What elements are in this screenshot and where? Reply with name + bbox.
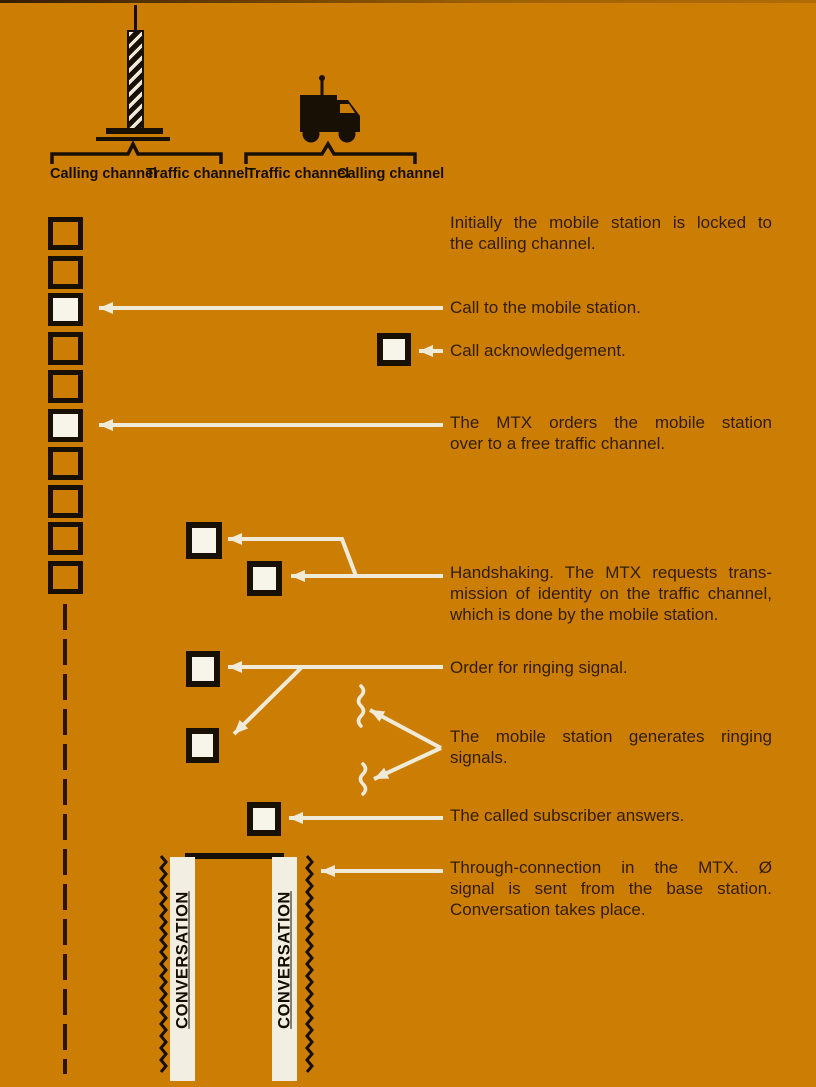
step-text-call-to-mobile: Call to the mobile station. bbox=[450, 298, 641, 317]
label-mobile-calling-channel: Calling channel bbox=[337, 166, 445, 182]
through-connection-bracket bbox=[188, 856, 281, 877]
step-text-initial-lock: Initially the mobile station is locked to the calling channel. bbox=[450, 213, 772, 253]
step-text-subscriber-answers: The called subscriber answers. bbox=[450, 806, 685, 825]
step-text-through-connection: Through-connection in the MTX. Ø signal is sent from the base station. Conversation takes place. bbox=[450, 858, 772, 919]
truck-wheel-rear bbox=[303, 126, 320, 143]
arrow-ringing-lower bbox=[374, 748, 441, 779]
truck-wheel-front bbox=[339, 126, 356, 143]
conversation-label-mobile-station: CONVERSATION bbox=[275, 891, 293, 1029]
ringing-signal-squiggle-top bbox=[359, 686, 364, 726]
truck-icon bbox=[300, 75, 360, 143]
step-text-handshaking: Handshaking. The MTX requests trans- mission of identity on the traffic channel, which is done by the mobile station. bbox=[450, 563, 772, 624]
arrow-handshake-request bbox=[228, 539, 443, 576]
truck-antenna-tip bbox=[319, 75, 325, 81]
conversation-zigzag-right bbox=[307, 856, 312, 1072]
mobile-station-channel-bracket bbox=[246, 144, 415, 164]
step-text-ring-order: Order for ringing signal. bbox=[450, 658, 628, 677]
conversation-zigzag-left bbox=[161, 856, 166, 1072]
conversation-label-base-station: CONVERSATION bbox=[173, 891, 191, 1029]
label-base-traffic-channel: Traffic channel bbox=[146, 166, 249, 182]
arrow-ringing-upper bbox=[370, 710, 441, 748]
ringing-signal-squiggle-bottom bbox=[361, 764, 366, 794]
step-text-call-ack: Call acknowledgement. bbox=[450, 341, 626, 360]
label-mobile-traffic-channel: Traffic channel bbox=[247, 166, 350, 182]
label-base-calling-channel: Calling channel bbox=[50, 166, 158, 182]
conversation-bar-mobile-station bbox=[272, 857, 297, 1081]
step-text-ringing-signals: The mobile station generates ringing signals. bbox=[450, 727, 772, 767]
base-station-channel-bracket bbox=[52, 144, 221, 164]
conversation-bar-base-station bbox=[170, 857, 195, 1081]
arrow-ring-order-branch bbox=[234, 667, 302, 734]
step-text-channel-order: The MTX orders the mobile station over to a free traffic channel. bbox=[450, 413, 772, 453]
